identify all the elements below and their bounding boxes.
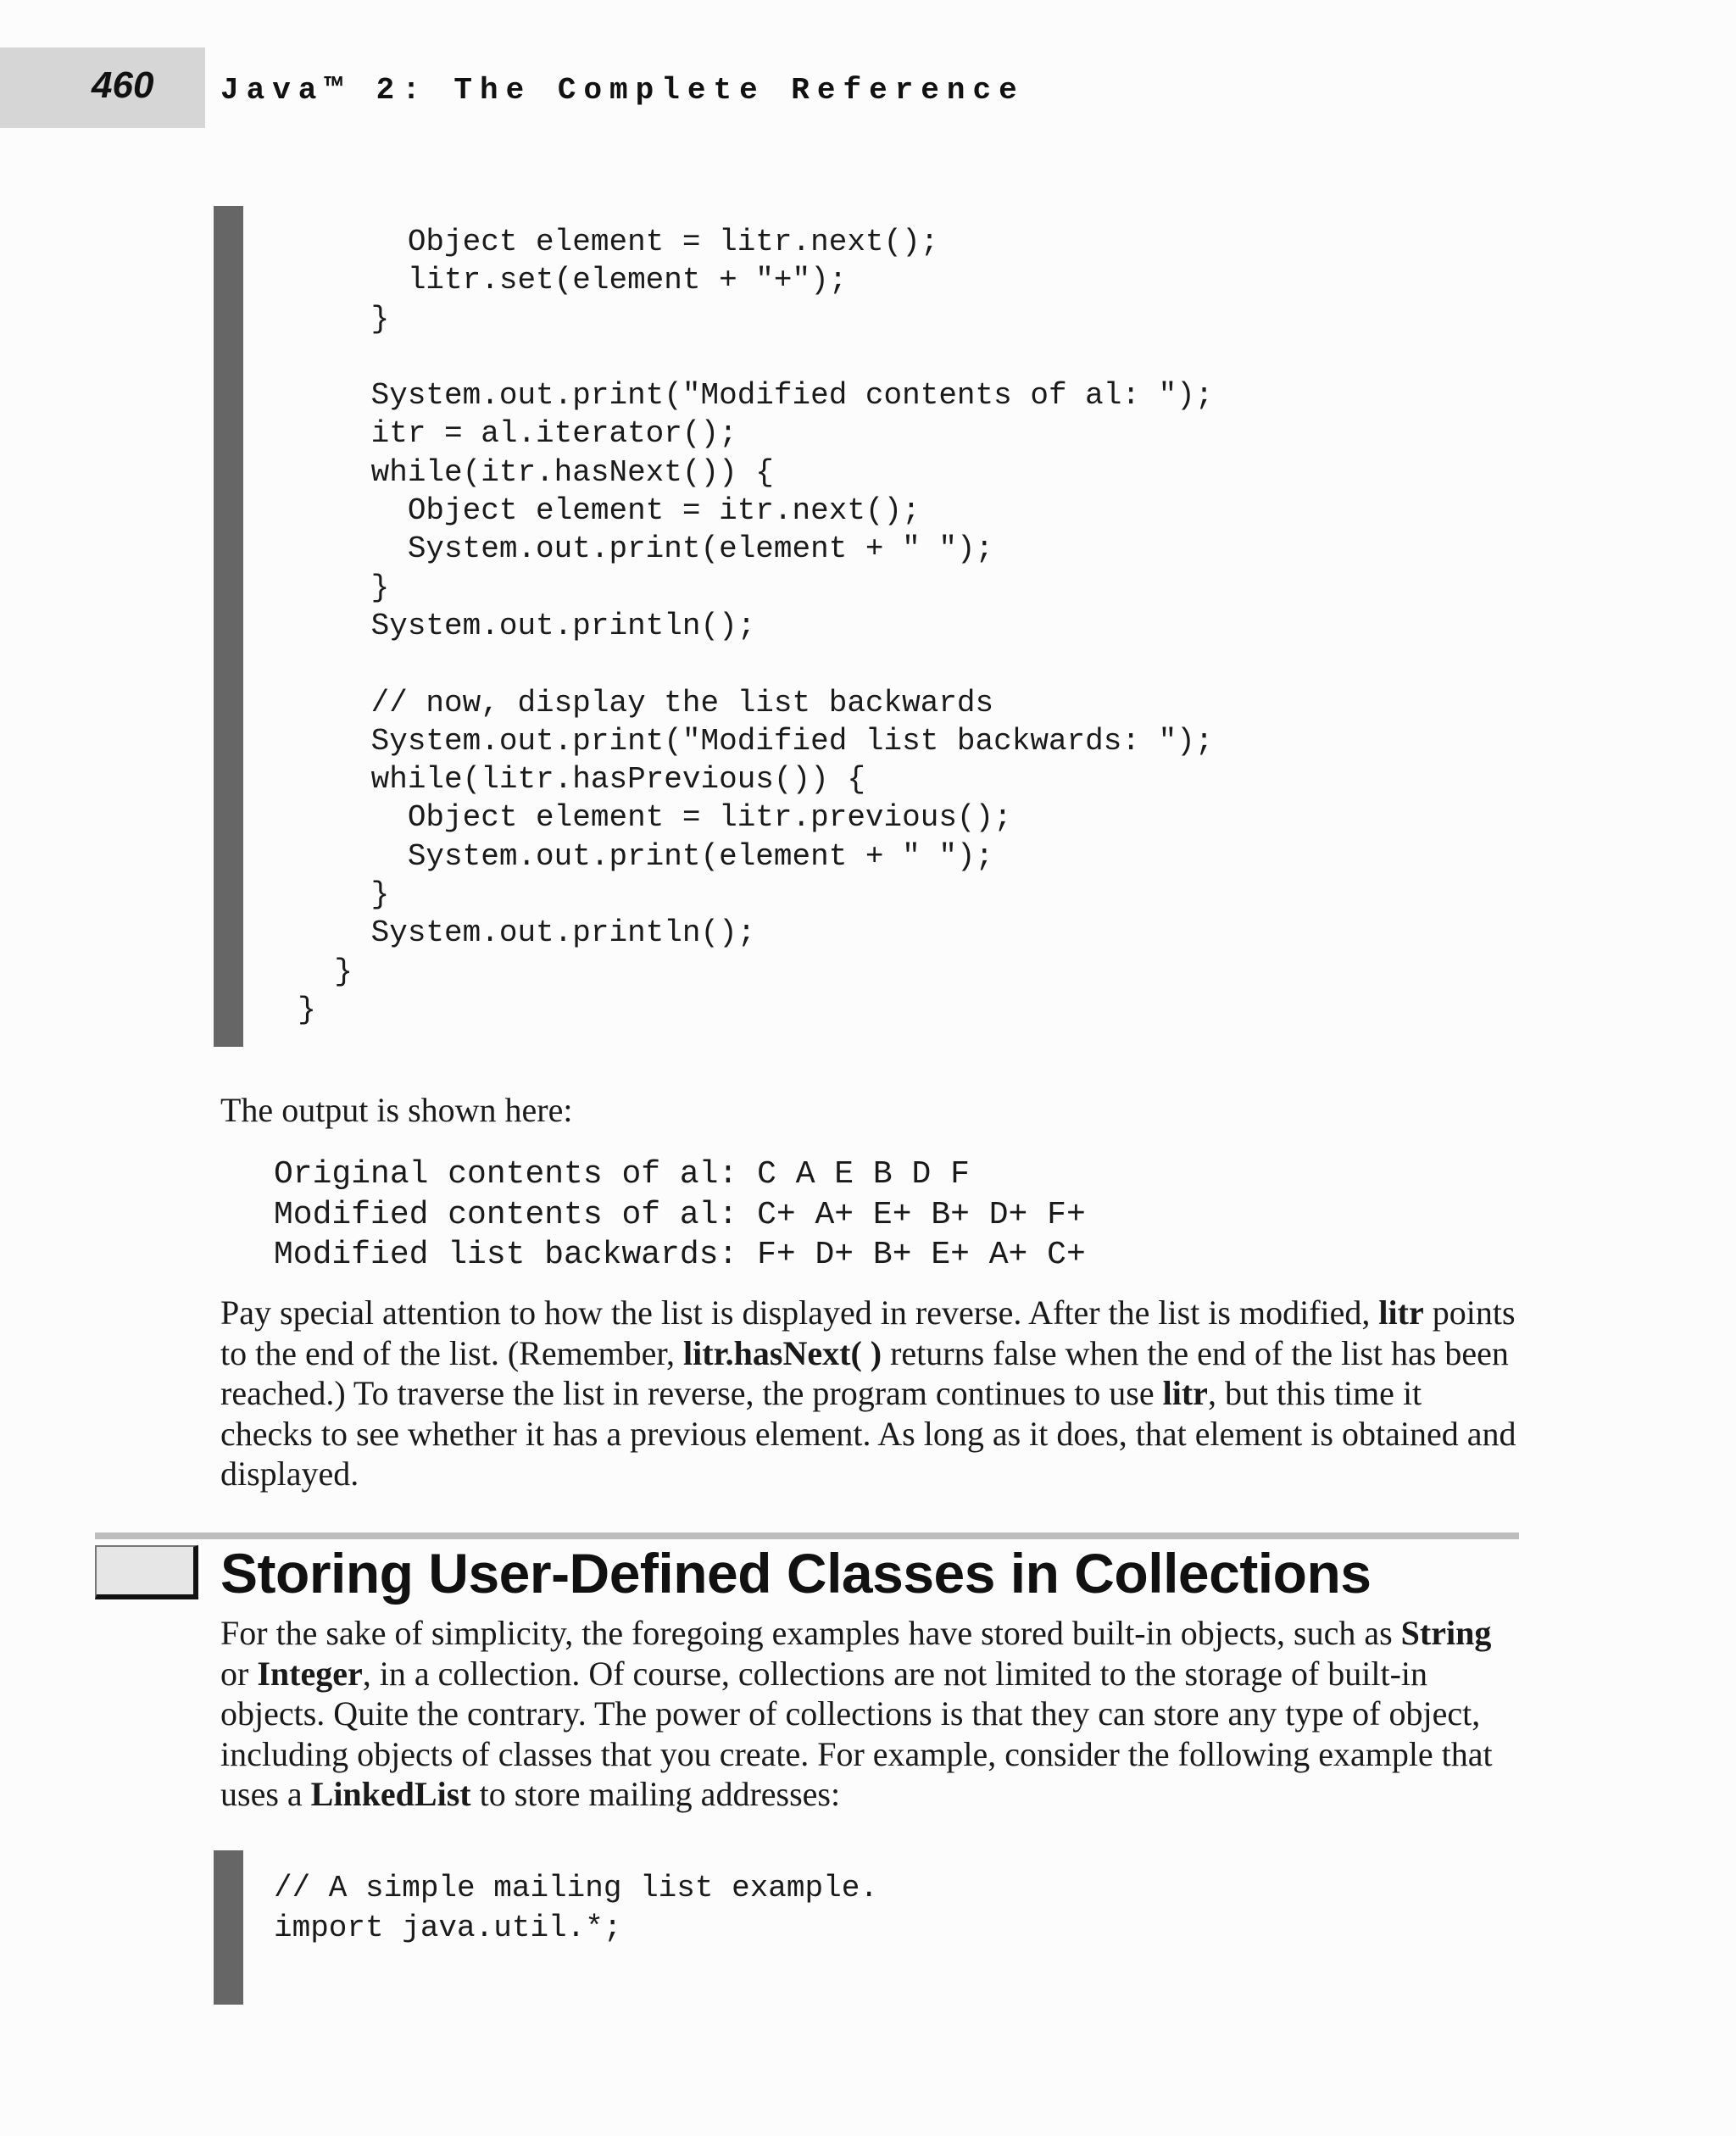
text-run: , in a collection. Of course, collections are not limited to the storage of built-in objects. Quite the contrary. The power of collections is that they can store any type of object, including objects of classes that you create. For example, consider the following example that uses a — [220, 1654, 1493, 1813]
code-term: litr — [1378, 1293, 1424, 1332]
text-run: to store mailing addresses: — [470, 1775, 841, 1813]
text-run: , but this time it checks to see whether it has a previous element. As long as it does, that element is obtained and displayed. — [220, 1374, 1516, 1493]
section-heading: Storing User-Defined Classes in Collections — [220, 1542, 1372, 1605]
section-marker-box — [95, 1545, 198, 1599]
running-head: Java™ 2: The Complete Reference — [220, 73, 1025, 108]
text-run: For the sake of simplicity, the foregoing examples have stored built-in objects, such as — [220, 1614, 1401, 1652]
code-term: litr — [1162, 1374, 1208, 1412]
code-block-listing: // A simple mailing list example. import java.util.*; — [274, 1871, 878, 1945]
code-term: LinkedList — [310, 1775, 471, 1813]
code-block-bar — [214, 1850, 243, 2005]
text-run: or — [220, 1654, 258, 1693]
output-intro: The output is shown here: — [220, 1091, 573, 1129]
code-block-listing: Object element = litr.next(); litr.set(element + "+"); } System.out.print("Modified contents of al: "); itr = al.iterator(); while(itr.hasNext()) { Object element = itr.next(); System.out.print(element + " "); } System.out.println(); // now, display the list backwards System.out.print("Modified list backwards: "); while(litr.hasPrevious()) { Object element = litr.previous(); System.out.print(element + " "); } System.out.println(); } } — [298, 225, 1214, 1027]
text-run: returns false when the end of the list has been reached.) To traverse the list in reverse, the program continues to use — [220, 1333, 1509, 1412]
text-run: points to the end of the list. (Remember, — [220, 1293, 1516, 1372]
body-paragraph-1 — [220, 1293, 1517, 1494]
code-term: Integer — [257, 1654, 363, 1693]
code-term: litr.hasNext( ) — [683, 1333, 882, 1372]
program-output: Original contents of al: C A E B D F Modified contents of al: C+ A+ E+ B+ D+ F+ Modified list backwards: F+ D+ B+ E+ A+ C+ — [274, 1156, 1086, 1273]
text-run: Pay special attention to how the list is displayed in reverse. After the list is modified, — [220, 1293, 1379, 1332]
page-number: 460 — [92, 64, 154, 106]
body-paragraph-2 — [220, 1613, 1517, 1815]
section-divider — [95, 1532, 1519, 1539]
code-term: String — [1400, 1614, 1492, 1652]
code-block-bar — [214, 206, 243, 1047]
